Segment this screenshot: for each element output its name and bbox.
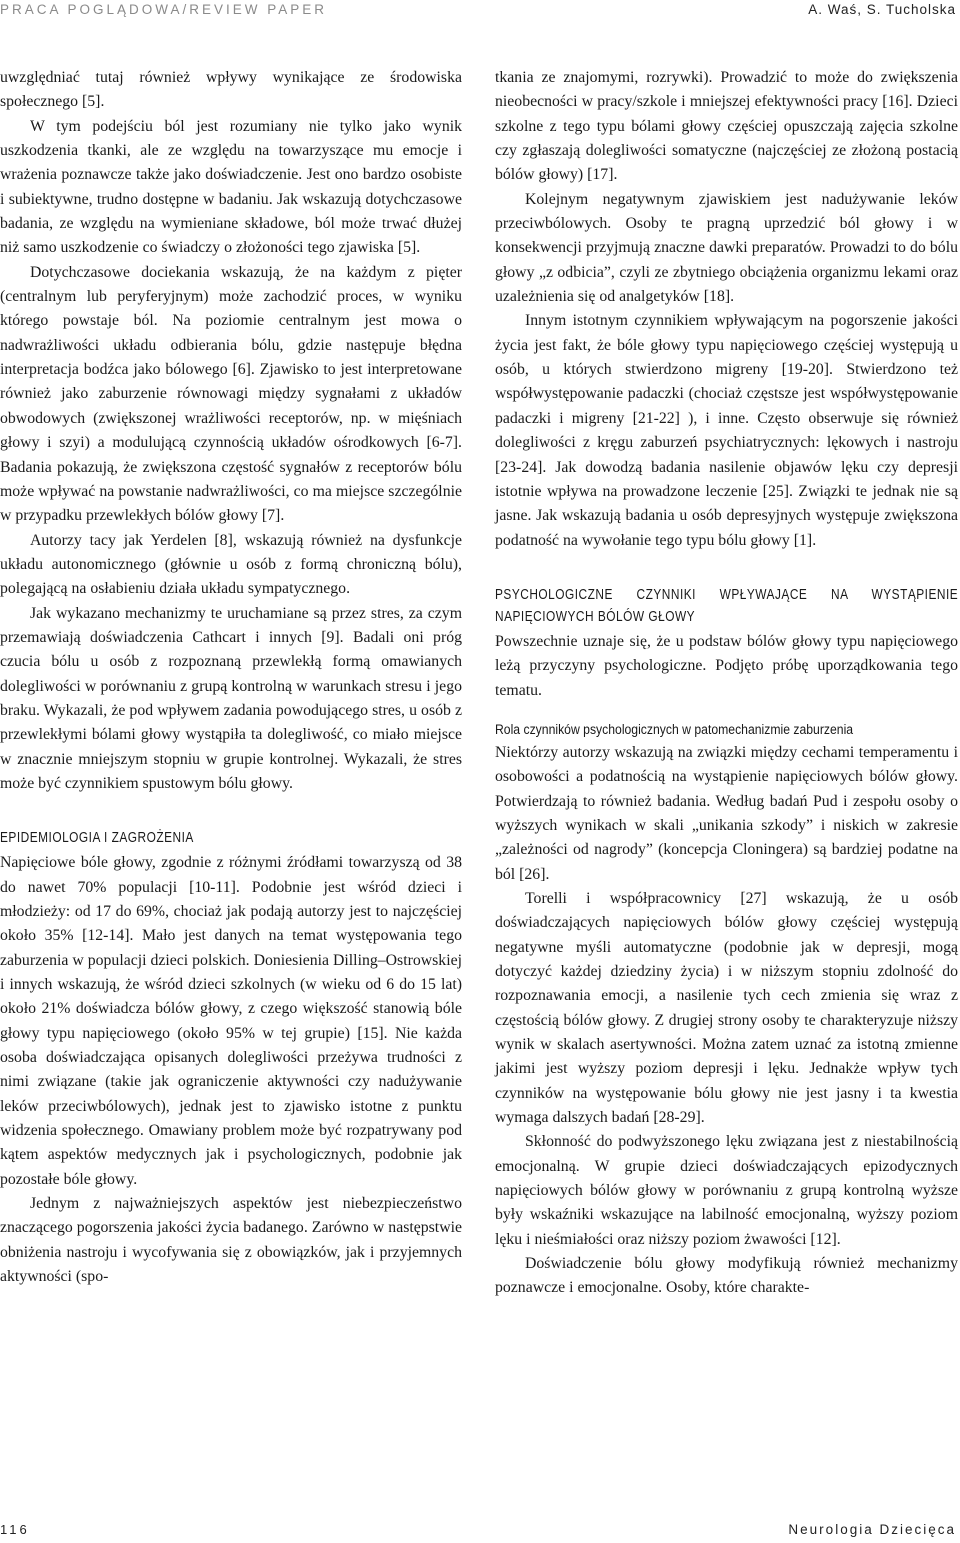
paragraph: Kolejnym negatywnym zjawiskiem jest nadużywanie leków przeciwbólowych. Osoby te pragną uprzedzić ból głowy i w konsekwencji przyjmują znaczne dawki preparatów. Prowadzi to do bólu głowy „z odbicia”, czyli ze zbytniego obciążenia organizmu lekami oraz uzależnienia się od analgetyków [18]. (495, 190, 958, 306)
running-header-section: PRACA POGLĄDOWA/REVIEW PAPER (0, 2, 328, 17)
page-number: 116 (0, 1522, 30, 1537)
paragraph: Autorzy tacy jak Yerdelen [8], wskazują również na dysfunkcje układu autonomicznego (głównie u osób z formą chroniczną bólu), polegającą na osłabieniu działa układu sympatycznego. (0, 531, 462, 598)
running-header-authors: A. Waś, S. Tucholska (808, 2, 956, 17)
journal-name: Neurologia Dziecięca (788, 1522, 956, 1537)
paragraph: Niektórzy autorzy wskazują na związki między cechami temperamentu i osobowości a podatnością na wystąpienie napięciowych bólów głowy. Potwierdzają to również badania. Według badań Pud i zespołu osoby o wyższych wynikach w skali „unikania szkody” i niskich w zakresie „zależności od nagrody” (koncepcja Cloningera) są bardziej podatne na ból [26]. (495, 743, 958, 883)
paragraph: Powszechnie uznaje się, że u podstaw bólów głowy typu napięciowego leżą przyczyny psychologiczne. Podjęto próbę uporządkowania tego tematu. (495, 632, 958, 699)
paragraph: Torelli i współpracownicy [27] wskazują, że u osób doświadczających napięciowych bólów głowy częściej występują negatywne myśli automatyczne (podobnie jak w depresji, mogą dotyczyć każdej dziedziny życia) i w niższym stopniu zdolność do rozpoznawania emocji, a nasilenie tych cech zmienia się wraz z częstością bólów głowy. Z drugiej strony osoby te charakteryzuje niższy wynik w skalach asertywności. Można zatem uznać za istotną zmienne jakimi jest wyższy poziom depresji i lęku. Jednakże wpływ tych czynników na występowanie bólu głowy nie jest jasny i ta kwestia wymaga dalszych badań [28-29]. (495, 889, 958, 1127)
paragraph: Dotychczasowe dociekania wskazują, że na każdym z pięter (centralnym lub peryferyjnym) może zachodzić proces, w wyniku którego powstaje ból. Na poziomie centralnym jest mowa o nadwrażliwości układu odbierania bólu, gdzie następuje błędna interpretacja bodźca jako bólowego [6]. Zjawisko to jest interpretowane również jako zaburzenie równowagi między sygnałami z układów obwodowych (zwiększonej wrażliwości receptorów, np. w mięśniach głowy i szyi) a modulującą czynnością układów ośrodkowych [6-7]. Badania pokazują, że zwiększona częstość sygnałów z receptorów bólu może wpływać na powstanie nadwrażliwości, co ma miejsce szczególnie w przypadku przewlekłych bólów głowy [7]. (0, 263, 462, 525)
paragraph: Doświadczenie bólu głowy modyfikują również mechanizmy poznawcze i emocjonalne. Osoby, które charakte- (495, 1255, 958, 1297)
paragraph: Jak wykazano mechanizmy te uruchamiane są przez stres, za czym przemawiają doświadczenia Cathcart i innych [9]. Badali oni próg czucia bólu u osób z rozpoznaną przewlekłą formą omawianych dolegliwości w porównaniu z grupą kontrolną w warunkach stresu i jego braku. Wykazali, że pod wpływem zadania powodującego stres, u osób z przewlekłymi bólami głowy wystąpiła ta dolegliwość, co miało miejsce w znacznie mniejszym stopniu w grupie kontrolnej. Wykazali, że stres może być czynnikiem spustowym bólu głowy. (0, 604, 462, 792)
right-column (495, 66, 958, 1301)
paragraph: Napięciowe bóle głowy, zgodnie z różnymi źródłami towarzyszą od 38 do nawet 70% populacji [10-11]. Podobnie jest wśród dzieci i młodzieży: od 17 do 69%, chociaż jak podają autorzy jest to najczęściej około 35% [12-14]. Mało jest danych na temat występowania tego zaburzenia w populacji dzieci polskich. Doniesienia Dilling–Ostrowskiej i innych wskazują, że wśród dzieci szkolnych (w wieku od 6 do 15 lat) około 21% doświadcza bólów głowy, z czego większość stanowią bóle głowy typu napięciowego (około 95% w tej grupie) [15]. Nie każda osoba doświadczająca opisanych dolegliwości przeżywa trudności z nimi związane (takie jak ograniczenie aktywności czy nadużywanie leków przeciwbólowych), jednak jest to zjawisko istotne z punktu widzenia społecznego. Omawiany problem może być rozpatrywany pod kątem aspektów medycznych jak i psychologicznych, podobnie jak pozostałe bóle głowy. (0, 854, 462, 1188)
paragraph: Skłonność do podwyższonego lęku związana jest z niestabilnością emocjonalną. W grupie dzieci doświadczających epizodycznych napięciowych bólów głowy w porównaniu z grupą kontrolną wyższe były wskaźniki wskazujące na labilność emocjonalną, wyższy poziom lęku i nieśmiałości oraz niższy poziom żwawości [12]. (495, 1133, 958, 1248)
left-column (0, 66, 462, 1290)
subsection-heading-role: Rola czynników psychologicznych w patomechanizmie zaburzenia (495, 721, 854, 738)
paragraph: tkania ze znajomymi, rozrywki). Prowadzić to może do zwiększenia nieobecności w pracy/szkole i mniejszej efektywności pracy [16]. Dzieci szkolne z tego typu bólami głowy częściej opuszczają zajęcia szkolne czy zgłaszają dolegliwości somatyczne (najczęściej ze złożoną postacią bólów głowy) [17]. (495, 69, 958, 184)
paragraph: Innym istotnym czynnikiem wpływającym na pogorszenie jakości życia jest fakt, że bóle głowy typu napięciowego częściej występują u osób, u których stwierdzono migreny [19-20]. Stwierdzono też współwystępowanie padaczki (chociaż częstsze jest współwystępowanie padaczki i migreny [21-22] ), i inne. Często obserwuje się również dolegliwości z kręgu zaburzeń psychiatrycznych: lękowych i nastroju [23-24]. Jak dowodzą badania nasilenie objawów lęku czy depresji istotnie wpływa na prowadzone leczenie [25]. Związki te jednak nie są jasne. Jak wskazują badania u osób depresyjnych występuje zwiększona podatność na wywołanie tego typu bólu głowy [1]. (495, 312, 958, 549)
paragraph: uwzględniać tutaj również wpływy wynikające ze środowiska społecznego [5]. (0, 69, 462, 111)
section-heading-psychological-factors: PSYCHOLOGICZNE CZYNNIKI WPŁYWAJĄCE NA WYSTĄPIENIE NAPIĘCIOWYCH BÓLÓW GŁOWY (495, 586, 959, 625)
paragraph: W tym podejściu ból jest rozumiany nie tylko jako wynik uszkodzenia tkanki, ale ze względu na towarzyszące mu emocje i wrażenia poznawcze także jako doświadczenie. Jest ono bardzo osobiste i subiektywne, trudno dostępne w badaniu. Jak wskazują dotychczasowe badania, ze względu na wymieniane składowe, ból może trwać dłużej niż samo uszkodzenie co świadczy o złożoności tego zjawiska [5]. (0, 117, 462, 257)
section-heading-epidemiology: EPIDEMIOLOGIA I ZAGROŻENIA (0, 830, 194, 847)
paragraph: Jednym z najważniejszych aspektów jest niebezpieczeństwo znaczącego pogorszenia jakości życia badanego. Zarówno w następstwie obniżenia nastroju i wycofywania się z obowiązków, jak i przyjemnych aktywności (spo- (0, 1195, 462, 1286)
